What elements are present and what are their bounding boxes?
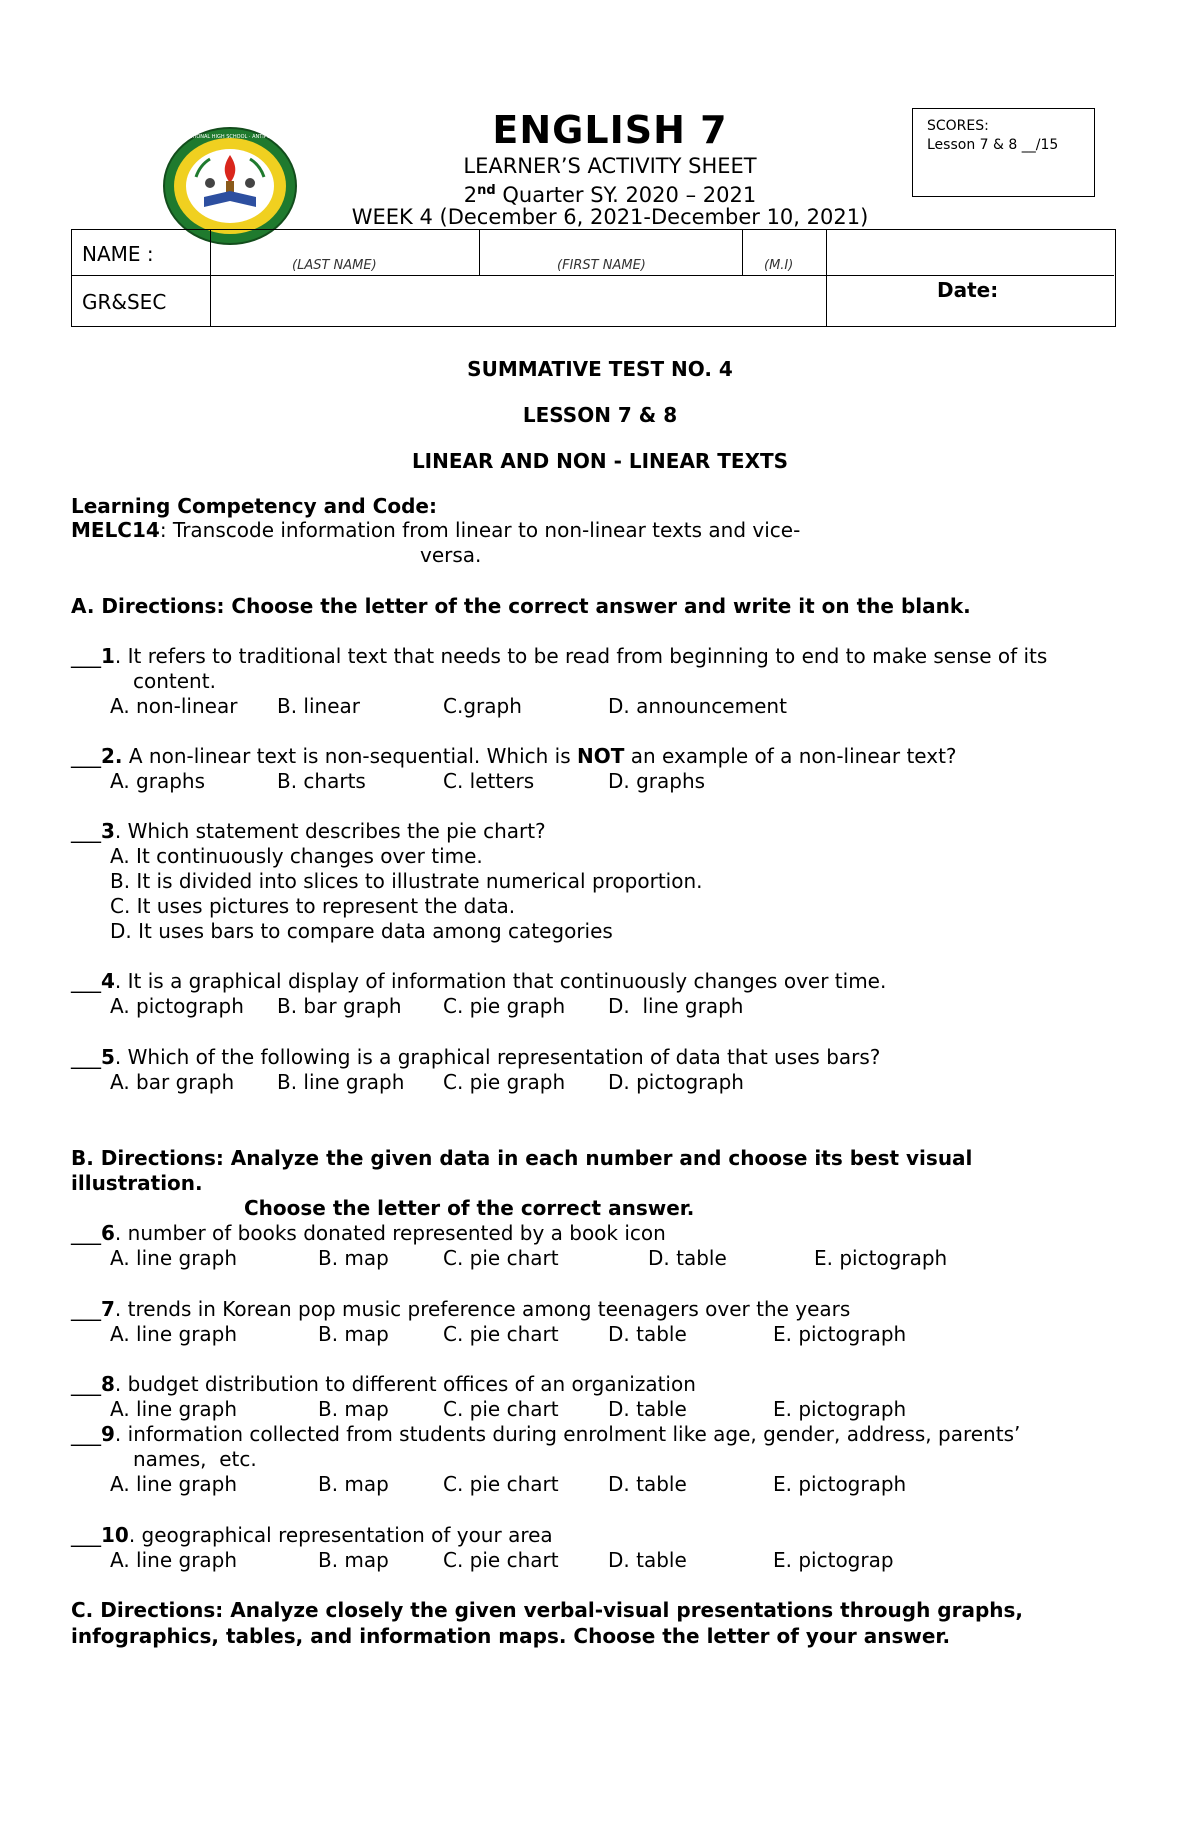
q8-option-c: C. pie chart: [443, 1397, 559, 1421]
date-label: Date:: [937, 278, 999, 302]
q2-option-d: D. graphs: [608, 769, 706, 793]
question-9: ___9. information collected from students during enrolment like age, gender, address, parents’: [71, 1422, 1021, 1446]
q7-option-d: D. table: [608, 1322, 687, 1346]
answer-blank[interactable]: ___: [71, 1523, 101, 1547]
q2-option-a: A. graphs: [110, 769, 206, 793]
question-7: ___7. trends in Korean pop music preference among teenagers over the years: [71, 1297, 851, 1321]
question-3: ___3. Which statement describes the pie chart?: [71, 819, 546, 843]
answer-blank[interactable]: ___: [71, 1221, 101, 1245]
q3-option-b: B. It is divided into slices to illustrate numerical proportion.: [110, 869, 703, 893]
q7-option-c: C. pie chart: [443, 1322, 559, 1346]
question-8: ___8. budget distribution to different offices of an organization: [71, 1372, 696, 1396]
q8-option-d: D. table: [608, 1397, 687, 1421]
answer-blank[interactable]: ___: [71, 1372, 101, 1396]
q2-option-b: B. charts: [277, 769, 366, 793]
q10-option-d: D. table: [608, 1548, 687, 1572]
question-5: ___5. Which of the following is a graphical representation of data that uses bars?: [71, 1045, 881, 1069]
first-name-field[interactable]: (FIRST NAME): [557, 258, 646, 273]
q4-option-a: A. pictograph: [110, 994, 244, 1018]
q7-option-b: B. map: [318, 1322, 389, 1346]
q1-option-d: D. announcement: [608, 694, 787, 718]
answer-blank[interactable]: ___: [71, 644, 101, 668]
q9-option-c: C. pie chart: [443, 1472, 559, 1496]
scores-box: [912, 108, 1095, 197]
section-c-directions: C. Directions: Analyze closely the given verbal-visual presentations through graphs,: [71, 1598, 1024, 1622]
section-b-directions: B. Directions: Analyze the given data in each number and choose its best visual: [71, 1146, 973, 1170]
answer-blank[interactable]: ___: [71, 969, 101, 993]
answer-blank[interactable]: ___: [71, 1422, 101, 1446]
q3-option-a: A. It continuously changes over time.: [110, 844, 483, 868]
answer-blank[interactable]: ___: [71, 1297, 101, 1321]
document-title: ENGLISH 7: [492, 108, 728, 152]
question-1: ___1. It refers to traditional text that needs to be read from beginning to end to make sense of its: [71, 644, 1048, 668]
answer-blank[interactable]: ___: [71, 1045, 101, 1069]
q2-option-c: C. letters: [443, 769, 535, 793]
q6-option-c: C. pie chart: [443, 1246, 559, 1270]
q6-option-b: B. map: [318, 1246, 389, 1270]
competency-label: Learning Competency and Code:: [71, 494, 437, 518]
q9-option-d: D. table: [608, 1472, 687, 1496]
q1-option-b: B. linear: [277, 694, 361, 718]
question-4: ___4. It is a graphical display of information that continuously changes over time.: [71, 969, 887, 993]
middle-initial-field[interactable]: (M.I): [764, 258, 794, 273]
sheet-subtitle: LEARNER’S ACTIVITY SHEET: [463, 154, 757, 178]
col-divider: [742, 230, 743, 275]
q7-option-a: A. line graph: [110, 1322, 238, 1346]
q8-option-b: B. map: [318, 1397, 389, 1421]
q3-option-c: C. It uses pictures to represent the data.: [110, 894, 516, 918]
q9-option-e: E. pictograph: [773, 1472, 907, 1496]
q5-option-a: A. bar graph: [110, 1070, 235, 1094]
q6-option-d: D. table: [648, 1246, 727, 1270]
q4-option-d: D. line graph: [608, 994, 744, 1018]
test-heading: SUMMATIVE TEST NO. 4: [467, 357, 733, 381]
scores-line: Lesson 7 & 8 __/15: [927, 137, 1059, 153]
logo-text: DAET NATIONAL HIGH SCHOOL · ANTIPOLO CITY: [170, 134, 290, 140]
col-divider: [210, 230, 211, 326]
competency-text: MELC14: Transcode information from linear to non-linear texts and vice-: [71, 518, 801, 542]
q3-option-d: D. It uses bars to compare data among categories: [110, 919, 613, 943]
q9-option-a: A. line graph: [110, 1472, 238, 1496]
q8-option-a: A. line graph: [110, 1397, 238, 1421]
question-6: ___6. number of books donated represented by a book icon: [71, 1221, 666, 1245]
quarter-line: 2nd Quarter SY. 2020 – 2021: [463, 183, 757, 207]
q6-option-a: A. line graph: [110, 1246, 238, 1270]
last-name-field[interactable]: (LAST NAME): [292, 258, 377, 273]
q4-option-b: B. bar graph: [277, 994, 402, 1018]
q10-option-b: B. map: [318, 1548, 389, 1572]
section-c-directions-cont: infographics, tables, and information maps. Choose the letter of your answer.: [71, 1624, 951, 1648]
name-label: NAME :: [82, 242, 154, 266]
q10-option-a: A. line graph: [110, 1548, 238, 1572]
col-divider: [479, 230, 480, 275]
q8-option-e: E. pictograph: [773, 1397, 907, 1421]
scores-label: SCORES:: [927, 118, 989, 134]
q5-option-b: B. line graph: [277, 1070, 405, 1094]
question-9-cont: names, etc.: [133, 1447, 257, 1471]
q10-option-e: E. pictograp: [773, 1548, 894, 1572]
question-2: ___2. A non-linear text is non-sequential. Which is NOT an example of a non-linear text?: [71, 744, 957, 768]
student-info-table: [71, 229, 1116, 327]
q7-option-e: E. pictograph: [773, 1322, 907, 1346]
question-1-cont: content.: [133, 669, 216, 693]
q9-option-b: B. map: [318, 1472, 389, 1496]
q5-option-c: C. pie graph: [443, 1070, 566, 1094]
q1-option-a: A. non-linear: [110, 694, 238, 718]
q5-option-d: D. pictograph: [608, 1070, 744, 1094]
grsec-label: GR&SEC: [82, 290, 167, 314]
section-b-subdirections: Choose the letter of the correct answer.: [244, 1196, 695, 1220]
section-a-directions: A. Directions: Choose the letter of the correct answer and write it on the blank.: [71, 594, 971, 618]
q6-option-e: E. pictograph: [814, 1246, 948, 1270]
q4-option-c: C. pie graph: [443, 994, 566, 1018]
lesson-heading: LESSON 7 & 8: [522, 403, 678, 427]
q1-option-c: C.graph: [443, 694, 522, 718]
q10-option-c: C. pie chart: [443, 1548, 559, 1572]
section-b-directions-cont: illustration.: [71, 1171, 203, 1195]
week-line: WEEK 4 (December 6, 2021-December 10, 2021): [351, 205, 869, 229]
row-divider: [72, 275, 1114, 276]
col-divider: [826, 230, 827, 326]
competency-text-cont: versa.: [420, 543, 482, 567]
answer-blank[interactable]: ___: [71, 744, 101, 768]
topic-heading: LINEAR AND NON - LINEAR TEXTS: [411, 449, 789, 473]
question-10: ___10. geographical representation of your area: [71, 1523, 553, 1547]
answer-blank[interactable]: ___: [71, 819, 101, 843]
